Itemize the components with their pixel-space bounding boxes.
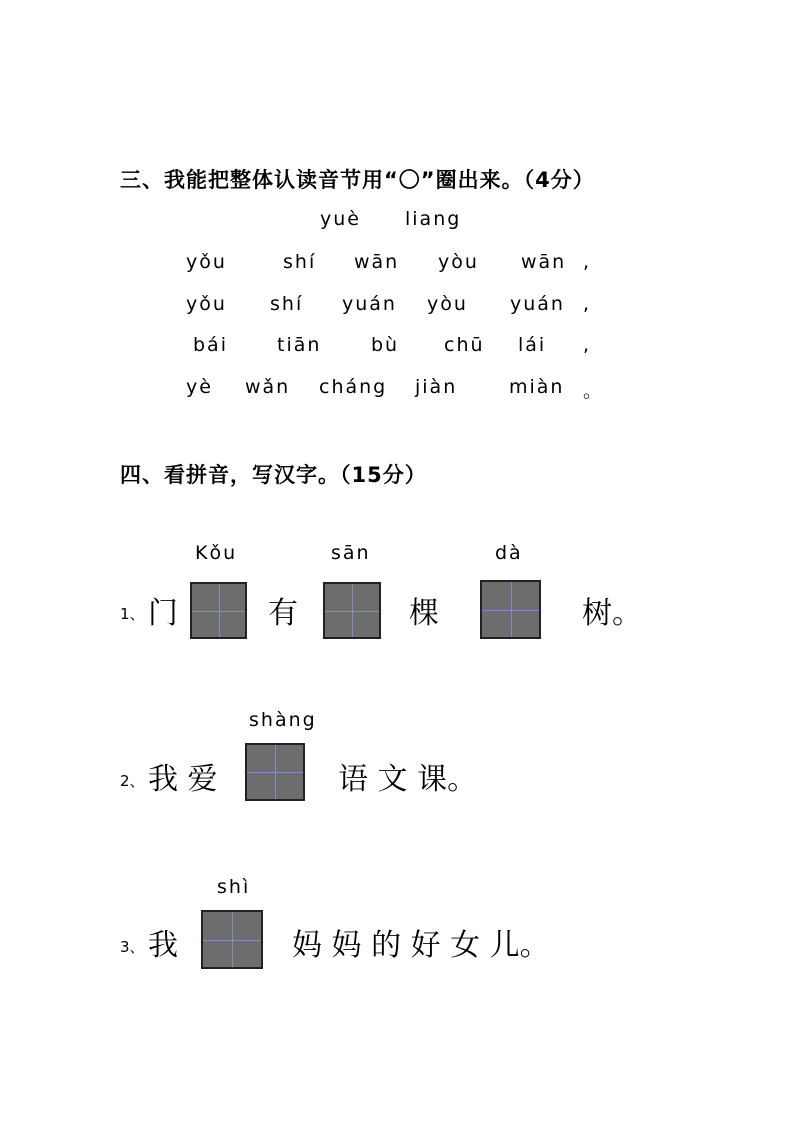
poem-title-syllable: liang	[405, 208, 462, 230]
pinyin-syllable: yǒu	[186, 251, 227, 273]
pinyin-hint: Kǒu	[195, 542, 238, 564]
pinyin-syllable: yuán	[510, 293, 565, 315]
sentence-text: 树。	[582, 596, 642, 631]
sentence-text: 我	[148, 928, 178, 963]
pinyin-syllable: bù	[371, 334, 400, 356]
pinyin-syllable: shí	[270, 293, 304, 315]
writing-box[interactable]	[201, 910, 263, 969]
pinyin-syllable: jiàn	[415, 376, 458, 398]
writing-box[interactable]	[245, 743, 305, 801]
poem-title-syllable: yuè	[320, 208, 361, 230]
sentence-text: 门	[148, 596, 178, 631]
pinyin-syllable: tiān	[277, 334, 322, 356]
pinyin-syllable: yòu	[427, 293, 468, 315]
pinyin-syllable: bái	[193, 334, 228, 356]
pinyin-syllable: yuán	[342, 293, 397, 315]
question-number: 3、	[120, 938, 145, 956]
pinyin-syllable: wān	[521, 251, 567, 273]
pinyin-syllable: yǒu	[186, 293, 227, 315]
pinyin-syllable: chū	[444, 334, 485, 356]
question-number: 1、	[120, 605, 145, 623]
punctuation: ,	[583, 293, 592, 315]
pinyin-hint: dà	[495, 542, 523, 564]
writing-box[interactable]	[190, 582, 247, 639]
question-number: 2、	[120, 772, 145, 790]
sentence-text: 语 文 课。	[338, 762, 478, 797]
sentence-text: 妈 妈 的 好 女 儿。	[292, 928, 550, 963]
pinyin-syllable: yòu	[438, 251, 479, 273]
punctuation: 。	[583, 380, 605, 402]
punctuation: ,	[583, 334, 592, 356]
pinyin-syllable: lái	[518, 334, 547, 356]
punctuation: ,	[583, 251, 592, 273]
pinyin-hint: shàng	[249, 709, 317, 731]
section-4-heading: 四、看拼音，写汉字。（15分）	[120, 463, 427, 487]
section-3-heading: 三、我能把整体认读音节用“〇”圈出来。（4分）	[120, 168, 595, 192]
pinyin-syllable: yè	[186, 376, 213, 398]
pinyin-syllable: wān	[354, 251, 400, 273]
writing-box[interactable]	[480, 580, 541, 639]
pinyin-syllable: shí	[283, 251, 317, 273]
sentence-text: 我 爱	[148, 762, 218, 797]
sentence-text: 有	[268, 596, 298, 631]
pinyin-syllable: miàn	[509, 376, 565, 398]
pinyin-hint: sān	[331, 542, 371, 564]
pinyin-hint: shì	[217, 876, 251, 898]
writing-box[interactable]	[323, 582, 381, 639]
pinyin-syllable: wǎn	[245, 376, 291, 398]
sentence-text: 棵	[409, 596, 439, 631]
pinyin-syllable: cháng	[319, 376, 388, 398]
